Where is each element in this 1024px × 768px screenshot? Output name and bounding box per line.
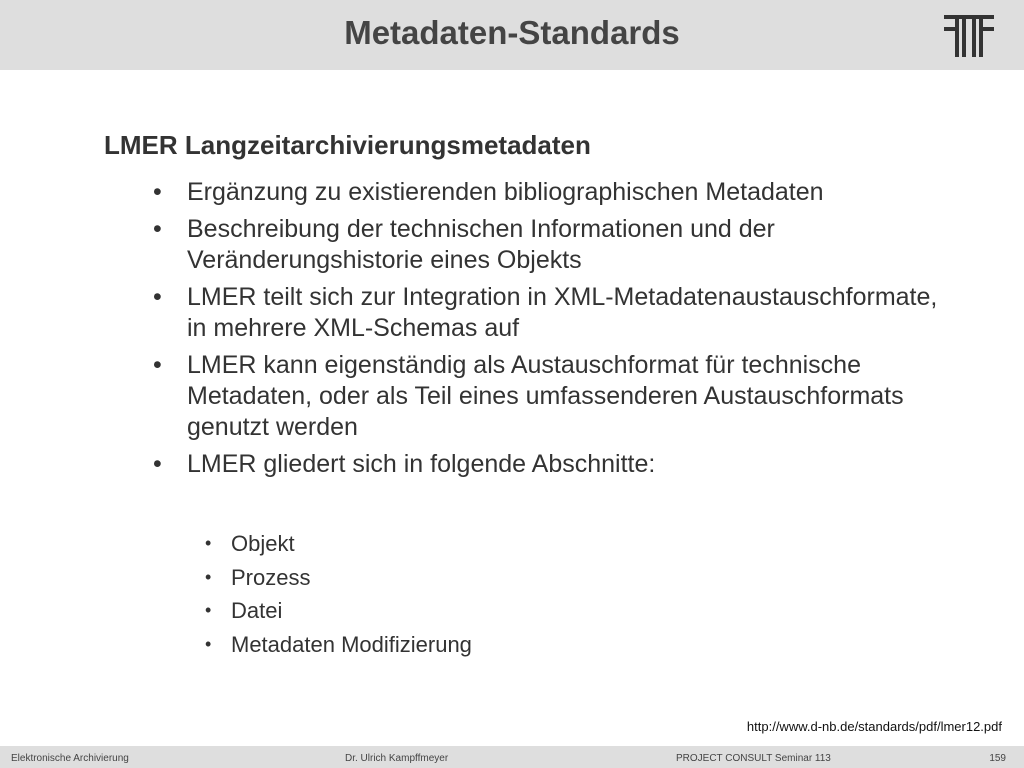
sub-bullet-list: [205, 527, 472, 661]
sub-bullet-item: • Datei: [205, 594, 472, 628]
bullet-item: • LMER teilt sich zur Integration in XML-Metadatenaustauschformate, in mehrere XML-Schemas auf: [153, 282, 953, 344]
sub-bullet-item: • Prozess: [205, 561, 472, 595]
bullet-item: • Ergänzung zu existierenden bibliographischen Metadaten: [153, 177, 953, 208]
page-number: 159: [989, 753, 1006, 764]
sub-bullet-item: • Metadaten Modifizierung: [205, 628, 472, 662]
source-url[interactable]: http://www.d-nb.de/standards/pdf/lmer12.pdf: [746, 719, 1002, 734]
bullet-item: • LMER kann eigenständig als Austauschformat für technische Metadaten, oder als Teil eines umfassenderen Austauschformats genutzt werden: [153, 350, 953, 443]
footer-seminar: PROJECT CONSULT Seminar 113: [676, 753, 831, 764]
footer-author: Dr. Ulrich Kampffmeyer: [345, 753, 449, 764]
bullet-item: • LMER gliedert sich in folgende Abschnitte:: [153, 449, 953, 480]
footer-course: Elektronische Archivierung: [11, 753, 129, 764]
sub-bullet-item: • Objekt: [205, 527, 472, 561]
footer-bar: [0, 746, 1024, 768]
ff-logo-icon: [944, 15, 994, 57]
bullet-list: [153, 177, 953, 486]
bullet-item: • Beschreibung der technischen Informationen und der Veränderungshistorie eines Objekts: [153, 214, 953, 276]
section-heading: LMER Langzeitarchivierungsmetadaten: [104, 130, 591, 160]
slide-title: Metadaten-Standards: [344, 14, 680, 51]
